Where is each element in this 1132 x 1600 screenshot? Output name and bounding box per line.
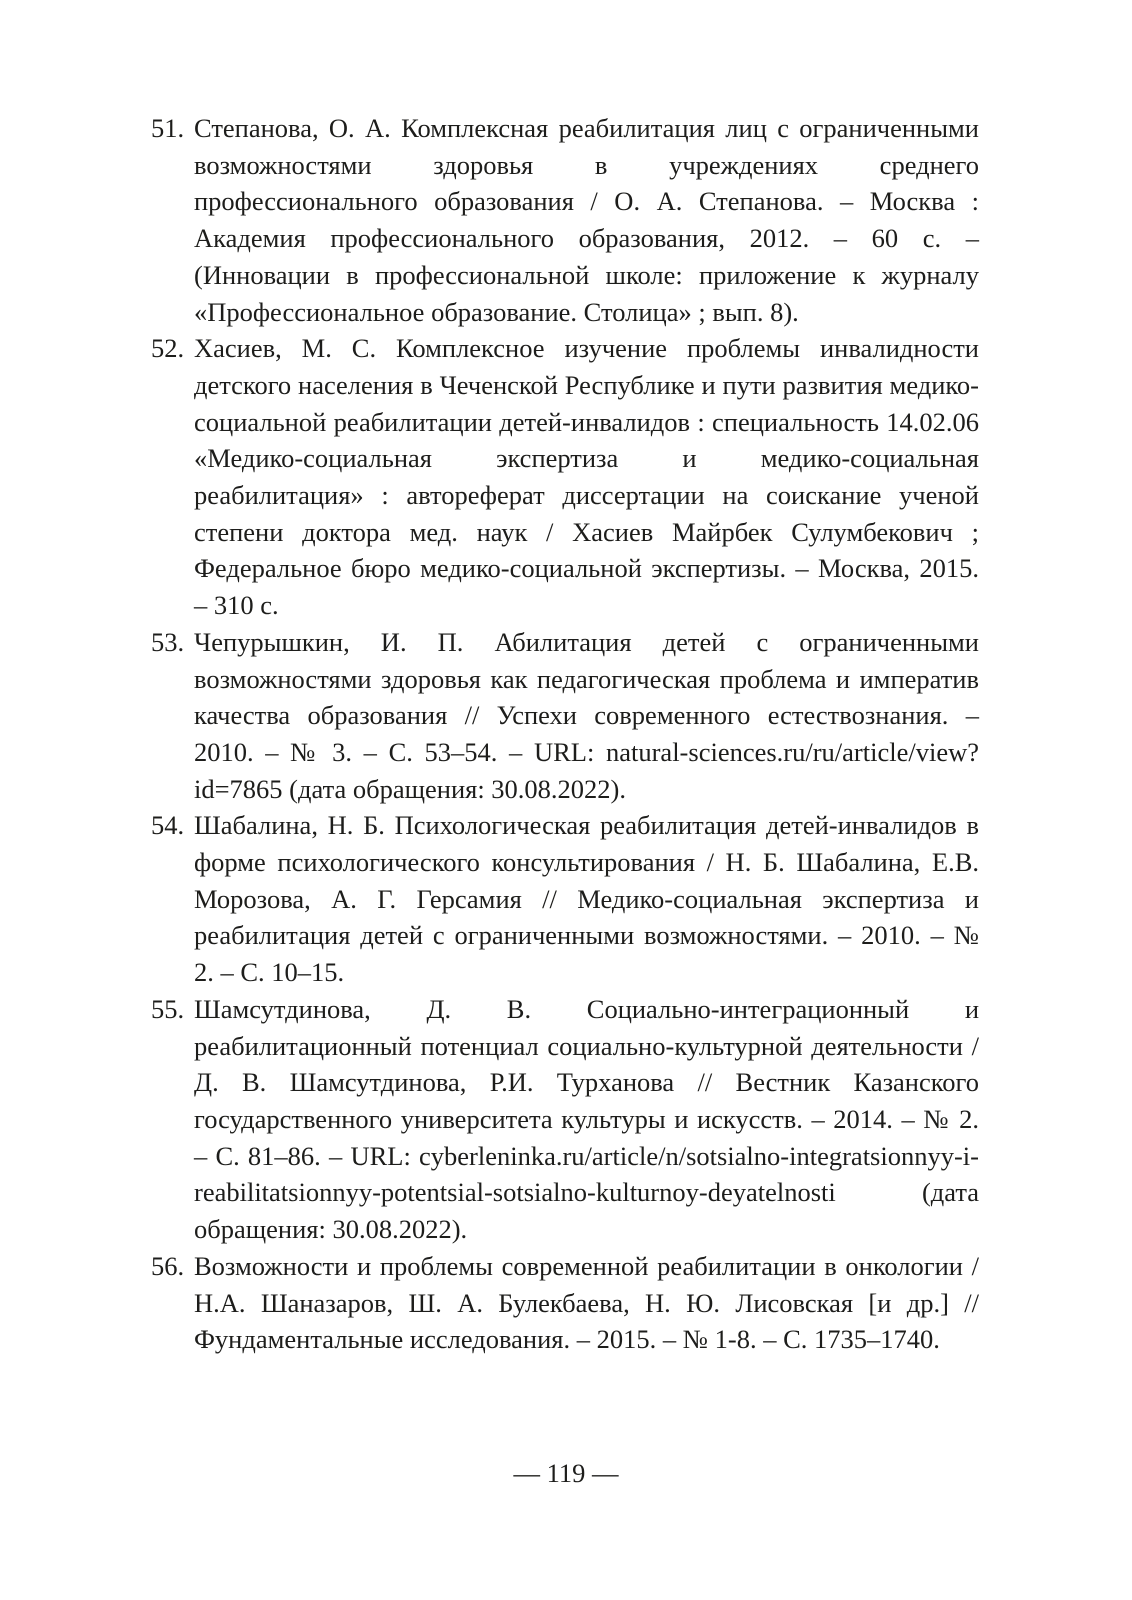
reference-text: Шамсутдинова, Д. В. Социально-интеграционный и реабилитационный потенциал социально-культурной деятельности / Д. В. Шамсутдинова, Р.И. Турханова // Вестник Казанского государственного университета культуры и искусств. – 2014. – № 2. – С. 81–86. – URL: cyberleninka.ru/article/n/sotsialno-integratsionnyy-i-reabilitatsionnyy-potentsial-sotsialno-kulturnoy-deyatelnosti (дата обращения: 30.08.2022). bbox=[194, 993, 979, 1245]
reference-number: 51. bbox=[151, 113, 185, 143]
reference-item bbox=[151, 110, 979, 330]
reference-item bbox=[151, 991, 979, 1248]
reference-text: Чепурышкин, И. П. Абилитация детей с ограниченными возможностями здоровья как педагогическая проблема и императив качества образования // Успехи современного естествознания. – 2010. – № 3. – С. 53–54. – URL: natural-sciences.ru/ru/article/view?id=7865 (дата обращения: 30.08.2022). bbox=[194, 626, 979, 804]
reference-list bbox=[151, 110, 979, 1358]
reference-number: 56. bbox=[151, 1250, 185, 1281]
reference-text: Степанова, О. А. Комплексная реабилитация лиц с ограниченными возможностями здоровья в учреждениях среднего профессионального образования / О. А. Степанова. – Москва : Академия профессионального образования, 2012. – 60 с. – (Инновации в профессиональной школе: приложение к журналу «Профессиональное образование. Столица» ; вып. 8). bbox=[194, 113, 979, 327]
reference-text: Хасиев, М. С. Комплексное изучение проблемы инвалидности детского населения в Чеченской Республике и пути развития медико-социальной реабилитации детей-инвалидов : специальность 14.02.06 «Медико-социальная экспертиза и медико-социальная реабилитация» : автореферат диссертации на соискание ученой степени доктора мед. наук / Хасиев Майрбек Сулумбекович ; Федеральное бюро медико-социальной экспертизы. – Москва, 2015. – 310 с. bbox=[194, 333, 979, 621]
reference-item bbox=[151, 1248, 979, 1358]
reference-number: 52. bbox=[151, 333, 185, 364]
reference-number: 54. bbox=[151, 810, 185, 841]
reference-number: 53. bbox=[151, 626, 185, 657]
reference-number: 55. bbox=[151, 993, 185, 1024]
reference-text: Шабалина, Н. Б. Психологическая реабилитация детей-инвалидов в форме психологического консультирования / Н. Б. Шабалина, Е.В. Морозова, А. Г. Герсамия // Медико-социальная экспертиза и реабилитация детей с ограниченными возможностями. – 2010. – № 2. – С. 10–15. bbox=[194, 810, 979, 988]
page-number: — 119 — bbox=[513, 1458, 619, 1488]
reference-item bbox=[151, 807, 979, 991]
reference-text: Возможности и проблемы современной реабилитации в онкологии / Н.А. Шаназаров, Ш. А. Булекбаева, Н. Ю. Лисовская [и др.] // Фундаментальные исследования. – 2015. – № 1-8. – С. 1735–1740. bbox=[194, 1250, 979, 1355]
reference-item bbox=[151, 624, 979, 808]
reference-item bbox=[151, 330, 979, 624]
